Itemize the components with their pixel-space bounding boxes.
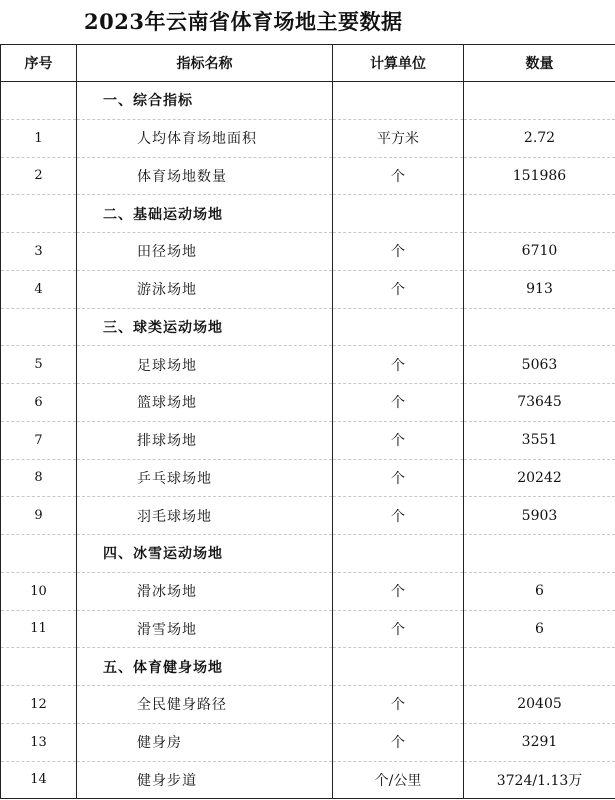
row-number <box>1 308 77 346</box>
indicator-name: 健身步道 <box>77 761 333 799</box>
section-row <box>1 308 615 346</box>
section-title: 二、基础运动场地 <box>77 195 333 233</box>
quantity-cell <box>464 535 615 573</box>
unit-cell <box>333 308 464 346</box>
table-row <box>1 346 615 384</box>
quantity-cell: 6710 <box>464 233 615 271</box>
section-title: 三、球类运动场地 <box>77 308 333 346</box>
unit-cell: 个 <box>333 459 464 497</box>
indicator-name: 羽毛球场地 <box>77 497 333 535</box>
indicator-name: 足球场地 <box>77 346 333 384</box>
section-title: 一、综合指标 <box>77 82 333 120</box>
row-number: 8 <box>1 459 77 497</box>
quantity-cell: 3724/1.13万 <box>464 761 615 799</box>
indicator-name: 体育场地数量 <box>77 157 333 195</box>
unit-cell: 个 <box>333 723 464 761</box>
table-row <box>1 723 615 761</box>
section-row <box>1 195 615 233</box>
quantity-cell: 73645 <box>464 384 615 422</box>
table-row <box>1 610 615 648</box>
table-header-row <box>1 45 615 82</box>
table-row <box>1 233 615 271</box>
indicator-name: 人均体育场地面积 <box>77 119 333 157</box>
quantity-cell: 20405 <box>464 686 615 724</box>
table-row <box>1 119 615 157</box>
unit-cell: 个 <box>333 270 464 308</box>
unit-cell <box>333 82 464 120</box>
section-row <box>1 648 615 686</box>
row-number: 10 <box>1 572 77 610</box>
quantity-cell <box>464 308 615 346</box>
quantity-cell: 913 <box>464 270 615 308</box>
unit-cell <box>333 535 464 573</box>
unit-cell: 个/公里 <box>333 761 464 799</box>
row-number: 7 <box>1 421 77 459</box>
table-row <box>1 459 615 497</box>
row-number: 5 <box>1 346 77 384</box>
indicator-name: 乒乓球场地 <box>77 459 333 497</box>
indicator-name: 滑冰场地 <box>77 572 333 610</box>
row-number: 2 <box>1 157 77 195</box>
quantity-cell <box>464 648 615 686</box>
quantity-cell: 3551 <box>464 421 615 459</box>
row-number <box>1 535 77 573</box>
indicator-name: 健身房 <box>77 723 333 761</box>
table-row <box>1 572 615 610</box>
quantity-cell: 5903 <box>464 497 615 535</box>
indicator-name: 篮球场地 <box>77 384 333 422</box>
table-row <box>1 761 615 799</box>
section-title: 四、冰雪运动场地 <box>77 535 333 573</box>
table-row <box>1 497 615 535</box>
quantity-cell: 151986 <box>464 157 615 195</box>
row-number: 1 <box>1 119 77 157</box>
row-number: 6 <box>1 384 77 422</box>
unit-cell: 个 <box>333 686 464 724</box>
indicator-name: 游泳场地 <box>77 270 333 308</box>
quantity-cell: 3291 <box>464 723 615 761</box>
quantity-cell: 6 <box>464 610 615 648</box>
section-row <box>1 82 615 120</box>
unit-cell <box>333 195 464 233</box>
row-number: 14 <box>1 761 77 799</box>
quantity-cell: 20242 <box>464 459 615 497</box>
row-number: 3 <box>1 233 77 271</box>
unit-cell: 平方米 <box>333 119 464 157</box>
header-qty: 数量 <box>464 45 615 82</box>
table-row <box>1 686 615 724</box>
row-number <box>1 82 77 120</box>
header-no: 序号 <box>1 45 77 82</box>
unit-cell: 个 <box>333 572 464 610</box>
quantity-cell: 2.72 <box>464 119 615 157</box>
unit-cell: 个 <box>333 384 464 422</box>
section-title: 五、体育健身场地 <box>77 648 333 686</box>
page-title: 2023年云南省体育场地主要数据 <box>84 9 403 34</box>
unit-cell: 个 <box>333 421 464 459</box>
unit-cell: 个 <box>333 233 464 271</box>
header-name: 指标名称 <box>77 45 333 82</box>
row-number: 13 <box>1 723 77 761</box>
unit-cell: 个 <box>333 346 464 384</box>
quantity-cell: 6 <box>464 572 615 610</box>
indicator-name: 田径场地 <box>77 233 333 271</box>
unit-cell: 个 <box>333 610 464 648</box>
table-row <box>1 421 615 459</box>
row-number <box>1 648 77 686</box>
data-table <box>0 44 615 799</box>
section-row <box>1 535 615 573</box>
unit-cell: 个 <box>333 497 464 535</box>
quantity-cell <box>464 82 615 120</box>
unit-cell <box>333 648 464 686</box>
table-row <box>1 270 615 308</box>
table-row <box>1 384 615 422</box>
row-number: 12 <box>1 686 77 724</box>
row-number <box>1 195 77 233</box>
indicator-name: 全民健身路径 <box>77 686 333 724</box>
quantity-cell: 5063 <box>464 346 615 384</box>
quantity-cell <box>464 195 615 233</box>
indicator-name: 排球场地 <box>77 421 333 459</box>
row-number: 9 <box>1 497 77 535</box>
row-number: 4 <box>1 270 77 308</box>
header-unit: 计算单位 <box>333 45 464 82</box>
indicator-name: 滑雪场地 <box>77 610 333 648</box>
unit-cell: 个 <box>333 157 464 195</box>
row-number: 11 <box>1 610 77 648</box>
table-row <box>1 157 615 195</box>
